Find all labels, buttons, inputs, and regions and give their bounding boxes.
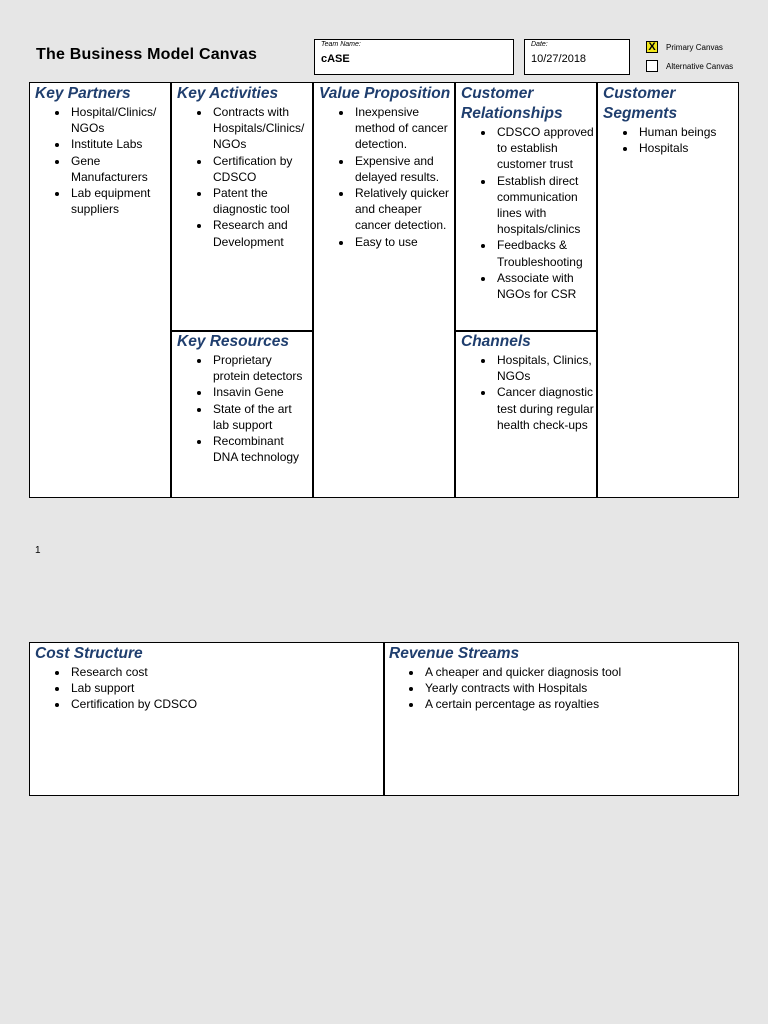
list-item: • Expensive and delayed results. bbox=[353, 153, 453, 185]
grid-divider bbox=[312, 83, 314, 497]
list-item: • Research and Development bbox=[211, 217, 311, 249]
customer-relationships-heading: Customer Relationships bbox=[461, 85, 563, 122]
team-name-value: cASE bbox=[321, 53, 350, 65]
list-item: • Contracts with Hospitals/Clinics/ NGOs bbox=[211, 104, 311, 153]
key-activities-section bbox=[177, 84, 311, 250]
key-activities-list bbox=[177, 104, 311, 250]
revenue-streams-section bbox=[389, 644, 735, 713]
customer-relationships-section bbox=[461, 84, 595, 302]
customer-relationships-list bbox=[461, 124, 595, 302]
list-item: • Human beings bbox=[637, 124, 736, 140]
list-item: • Hospital/Clinics/ NGOs bbox=[69, 104, 169, 136]
list-item: • Relatively quicker and cheaper cancer detection. bbox=[353, 185, 453, 234]
primary-canvas-label: Primary Canvas bbox=[666, 42, 723, 52]
key-partners-section bbox=[35, 84, 169, 217]
list-item: • Hospitals bbox=[637, 140, 736, 156]
cost-structure-list bbox=[35, 664, 381, 713]
list-item: • Cancer diagnostic test during regular health check-ups bbox=[495, 384, 595, 433]
date-label: Date: bbox=[531, 41, 548, 48]
canvas-grid bbox=[29, 82, 739, 498]
grid-divider bbox=[454, 83, 456, 497]
key-partners-heading: Key Partners bbox=[35, 85, 131, 102]
list-item: • Insavin Gene bbox=[211, 384, 311, 400]
list-item: • Inexpensive method of cancer detection. bbox=[353, 104, 453, 153]
list-item: • A certain percentage as royalties bbox=[423, 696, 735, 712]
key-partners-list bbox=[35, 104, 169, 217]
list-item: • A cheaper and quicker diagnosis tool bbox=[423, 664, 735, 680]
list-item: • Gene Manufacturers bbox=[69, 153, 169, 185]
channels-list bbox=[461, 352, 595, 433]
list-item: • Establish direct communication lines with hospitals/clinics bbox=[495, 173, 595, 238]
list-item: • Research cost bbox=[69, 664, 381, 680]
primary-canvas-checkbox[interactable]: X bbox=[646, 41, 658, 53]
bottom-canvas-grid bbox=[29, 642, 739, 796]
customer-segments-list bbox=[603, 124, 736, 156]
team-name-field[interactable] bbox=[314, 39, 514, 75]
grid-divider bbox=[383, 643, 385, 795]
grid-divider bbox=[170, 83, 172, 497]
list-item: • Feedbacks & Troubleshooting bbox=[495, 237, 595, 269]
grid-divider bbox=[596, 83, 598, 497]
date-field[interactable] bbox=[524, 39, 630, 75]
key-resources-heading: Key Resources bbox=[177, 333, 290, 350]
alternative-canvas-label: Alternative Canvas bbox=[666, 61, 734, 71]
key-activities-heading: Key Activities bbox=[177, 85, 279, 102]
list-item: • Hospitals, Clinics, NGOs bbox=[495, 352, 595, 384]
value-proposition-section bbox=[319, 84, 453, 250]
revenue-streams-list bbox=[389, 664, 735, 713]
page-title: The Business Model Canvas bbox=[36, 46, 258, 63]
cost-structure-section bbox=[35, 644, 381, 713]
list-item: • Lab equipment suppliers bbox=[69, 185, 169, 217]
list-item: • State of the art lab support bbox=[211, 401, 311, 433]
list-item: • Associate with NGOs for CSR bbox=[495, 270, 595, 302]
list-item: • Institute Labs bbox=[69, 136, 169, 152]
alternative-canvas-checkbox[interactable] bbox=[646, 60, 658, 72]
value-proposition-heading: Value Proposition bbox=[319, 85, 451, 102]
list-item: • Patent the diagnostic tool bbox=[211, 185, 311, 217]
list-item: • Proprietary protein detectors bbox=[211, 352, 311, 384]
alternative-canvas-option[interactable] bbox=[646, 60, 733, 72]
customer-segments-section bbox=[603, 84, 736, 156]
key-resources-list bbox=[177, 352, 311, 465]
list-item: • Easy to use bbox=[353, 234, 453, 250]
team-name-label: Team Name: bbox=[321, 41, 361, 48]
revenue-streams-heading: Revenue Streams bbox=[389, 645, 520, 662]
cost-structure-heading: Cost Structure bbox=[35, 645, 143, 662]
list-item: • Recombinant DNA technology bbox=[211, 433, 311, 465]
list-item: • Lab support bbox=[69, 680, 381, 696]
list-item: • Certification by CDSCO bbox=[211, 153, 311, 185]
list-item: • Yearly contracts with Hospitals bbox=[423, 680, 735, 696]
page-number: 1 bbox=[35, 545, 41, 556]
channels-section bbox=[461, 332, 595, 433]
list-item: • CDSCO approved to establish customer trust bbox=[495, 124, 595, 173]
customer-segments-heading: Customer Segments bbox=[603, 85, 678, 122]
primary-canvas-option[interactable] bbox=[646, 41, 723, 53]
channels-heading: Channels bbox=[461, 333, 531, 350]
key-resources-section bbox=[177, 332, 311, 465]
date-value: 10/27/2018 bbox=[531, 53, 587, 65]
value-proposition-list bbox=[319, 104, 453, 250]
list-item: • Certification by CDSCO bbox=[69, 696, 381, 712]
